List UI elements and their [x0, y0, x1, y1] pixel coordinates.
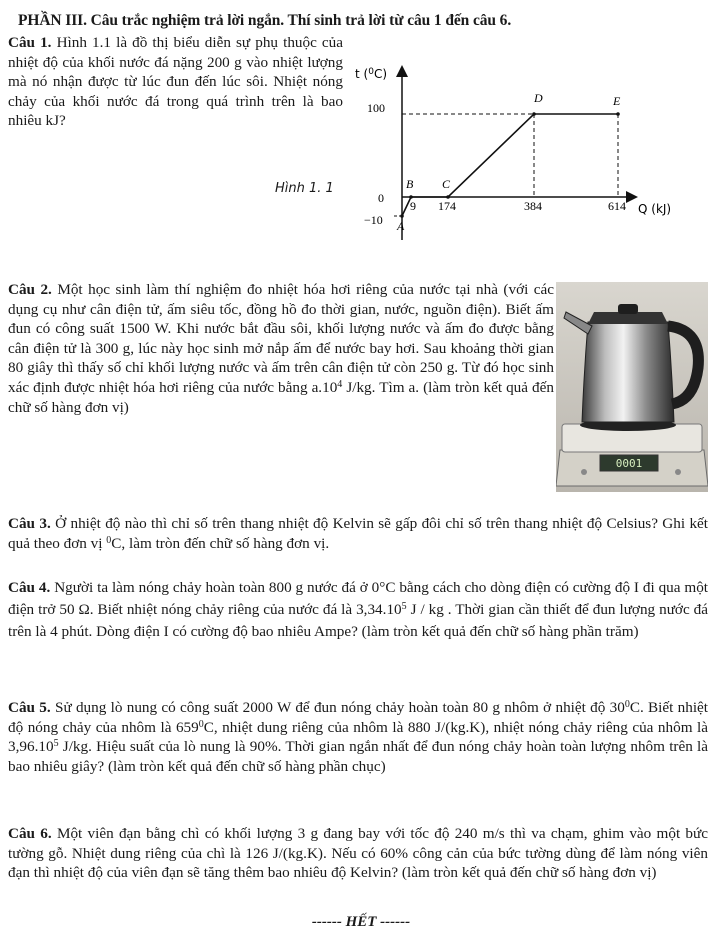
question-text: Sử dụng lò nung có công suất 2000 W để đun nóng chảy hoàn toàn 80 g nhôm ở nhiệt độ 30 — [55, 699, 625, 716]
exponent: 5 — [401, 601, 407, 612]
question-number: Câu 3. — [8, 515, 51, 532]
question-5 — [8, 698, 708, 776]
question-text: Ở nhiệt độ nào thì chỉ số trên thang nhiệt độ Kelvin sẽ gấp đôi chỉ số trên thang nhiệt độ Celsius? Ghi kết quả theo đơn vị — [8, 515, 709, 552]
end-mark: ------ HẾT ------ — [311, 914, 411, 930]
question-number: Câu 2. — [8, 281, 52, 298]
point-label-e: E — [613, 94, 621, 108]
x-axis-label: Q (kJ) — [638, 202, 672, 216]
y-tick-label: 0 — [378, 191, 384, 205]
question-text: J/kg. Tìm a. (làm tròn kết quả đến chữ số hàng đơn vị) — [8, 378, 554, 416]
question-1 — [8, 33, 343, 131]
point-label-a: A — [397, 219, 405, 233]
y-axis-label: t ($^0$C) — [355, 67, 387, 81]
question-3 — [8, 514, 708, 553]
question-6 — [8, 824, 708, 883]
question-number: Câu 4. — [8, 579, 51, 596]
figure-caption: Hình 1. 1 — [275, 181, 334, 196]
x-tick-label: 384 — [524, 199, 542, 213]
question-text: C, làm tròn đến chữ số hàng đơn vị. — [111, 534, 330, 552]
question-2 — [8, 280, 554, 417]
question-text: C, nhiệt dung riêng của nhôm là 880 J/(kg.K), nhiệt nóng chảy riêng của nhôm là 3,96.10 — [8, 718, 708, 756]
exponent: 5 — [53, 738, 59, 750]
question-4 — [8, 577, 708, 643]
question-number: Câu 6. — [8, 825, 52, 842]
exponent: 0 — [198, 718, 204, 730]
data-point-e — [616, 112, 620, 116]
data-point-a — [400, 214, 404, 218]
exponent: 4 — [337, 378, 343, 390]
kettle-body — [582, 322, 674, 422]
x-tick-label: 9 — [410, 199, 416, 213]
x-tick-label: 614 — [608, 199, 626, 213]
question-text: C. Biết nhiệt độ nóng chảy của nhôm là 659 — [8, 699, 708, 736]
exponent: 0 — [624, 699, 630, 710]
question-number: Câu 1. — [8, 34, 52, 51]
data-series-line — [402, 114, 618, 216]
data-point-b — [409, 195, 413, 199]
question-number: Câu 5. — [8, 699, 51, 716]
exponent: 0 — [106, 534, 112, 546]
point-label-d: D — [534, 91, 543, 105]
question-text: J / kg . Thời gian cần thiết để đun lượng nước đá trên là 4 phút. Dòng điện I có cường độ bao nhiêu Ampe? (làm tròn kết quả đến chữ số hàng phần trăm) — [8, 601, 708, 640]
question-text: Một viên đạn bằng chì có khối lượng 3 g đang bay với tốc độ 240 m/s thì va chạm, ghim vào một bức tường gỗ. Nhiệt dung riêng của chì là 126 J/(kg.K). Nếu có 60% công cản của bức tường dùng để làm nóng viên đạn thì nhiệt độ của viên đạn sẽ tăng thêm bao nhiêu độ Kelvin? (làm tròn kết quả đến chữ số hàng đơn vị) — [8, 825, 708, 882]
x-tick-label: 174 — [438, 199, 456, 213]
data-point-c — [446, 195, 450, 199]
point-label-b: B — [406, 177, 414, 191]
point-label-c: C — [442, 177, 451, 191]
question-text: Người ta làm nóng chảy hoàn toàn 800 g nước đá ở 0°C bằng cách cho dòng điện có cường độ I đi qua một điện trở 50 Ω. Biết nhiệt nóng chảy riêng của nước đá là 3,34.10 — [8, 579, 709, 618]
question-text: Hình 1.1 là đồ thị biểu diễn sự phụ thuộc của nhiệt độ của khối nước đá nặng 200 g vào nhiệt lượng mà nó nhận được từ lúc đun đến lúc sôi. Nhiệt nóng chảy của khối nước đá trong quá trình trên là bao nhiêu kJ? — [8, 34, 344, 130]
y-tick-label: −10 — [364, 213, 383, 227]
question-text: J/kg. Hiệu suất của lò nung là 90%. Thời gian ngắn nhất để đun nóng chảy hoàn toàn lượng nhôm trên là bao nhiêu giây? (làm tròn kết quả đến chữ số hàng phần chục) — [8, 738, 708, 775]
data-point-d — [532, 112, 536, 116]
temperature-heat-graph — [345, 60, 690, 245]
kettle-on-scale-photo — [556, 282, 708, 492]
question-text: Một học sinh làm thí nghiệm đo nhiệt hóa hơi riêng của nước tại nhà (với các dụng cụ như cân điện tử, ấm siêu tốc, đồng hồ đo thời gian, nước, nguồn điện). Biết ấm đun có công suất 1500 W. Khi nước bắt đầu sôi, khối lượng nước và ấm đo được bằng cân điện tử là 300 g, lúc này học sinh mở nắp ấm để nước bay hơi. Sau khoảng thời gian 80 giây thì thấy số chỉ khối lượng nước và ấm trên cân điện tử còn 250 g. Từ đó học sinh xác định được nhiệt hóa hơi riêng của nước bằng a.10 — [8, 281, 554, 396]
y-tick-label: 100 — [367, 101, 385, 115]
scale-reading: 0001 — [615, 457, 643, 470]
section-heading: PHẦN III. Câu trắc nghiệm trả lời ngắn. Thí sinh trả lời từ câu 1 đến câu 6. — [18, 12, 512, 29]
